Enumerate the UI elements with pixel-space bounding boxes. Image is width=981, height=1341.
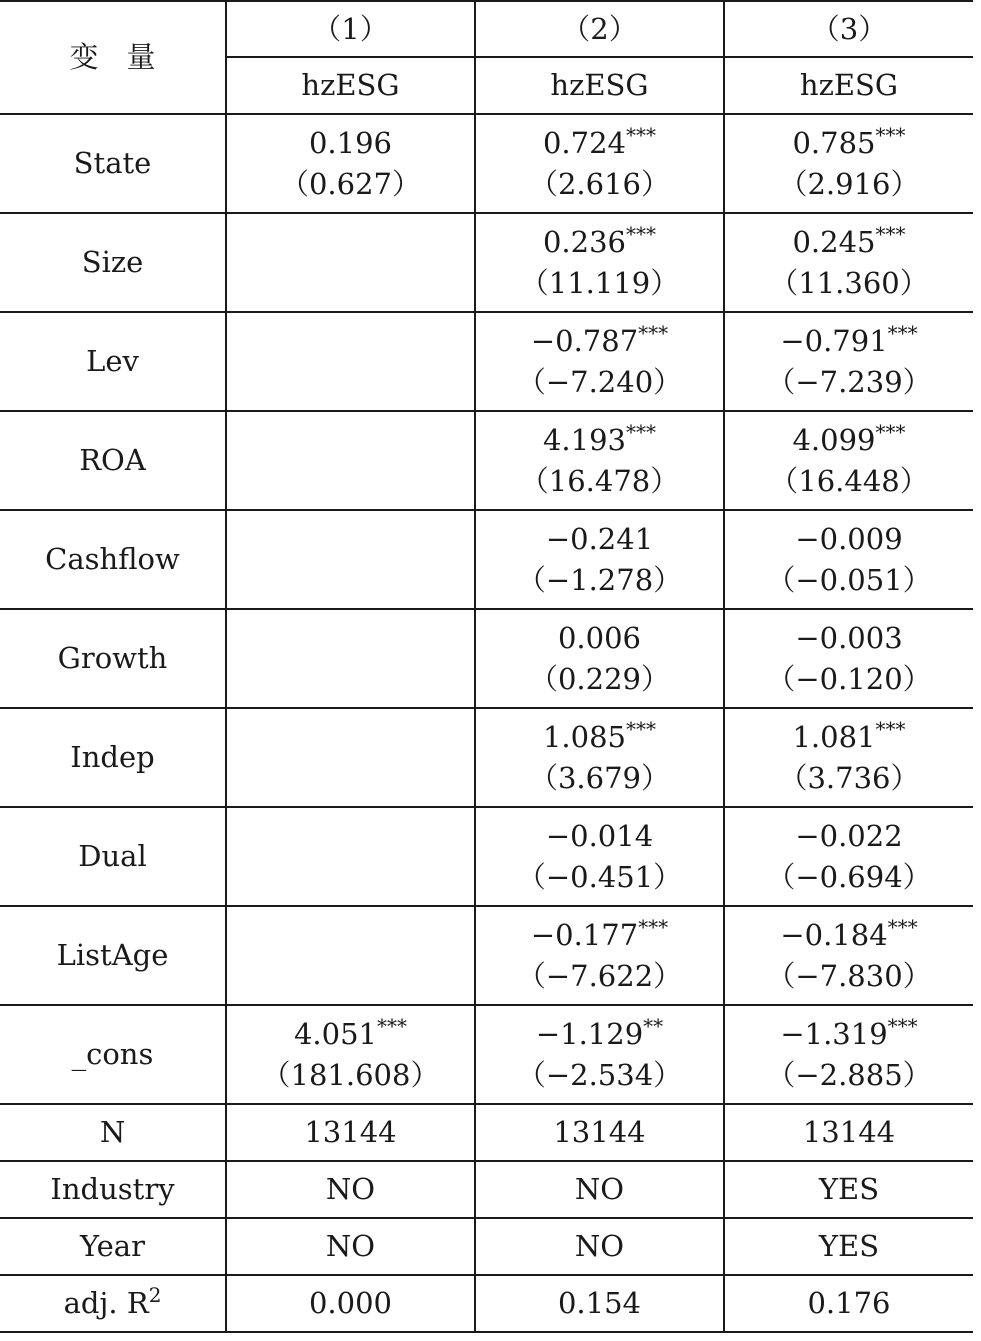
coefficient-cell [475,114,724,213]
table-body [0,114,973,1332]
coefficient-value: 4.099 [792,422,876,457]
coefficient-value: 0.196 [308,125,393,160]
variable-name: State [0,114,226,213]
t-statistic: （−1.278） [516,562,683,597]
coefficient-line [227,123,474,164]
variable-header [0,1,226,114]
significance-stars: *** [875,221,906,246]
coefficient-value: 4.051 [293,1016,378,1051]
model-number-2: （2） [475,1,724,57]
coefficient-row [0,609,973,708]
statistic-row [0,1161,973,1218]
coefficient-cell [724,411,973,510]
model-number-1: （1） [226,1,475,57]
significance-stars: *** [887,1013,918,1038]
coefficient-value: −0.787 [530,323,639,358]
variable-name: ROA [0,411,226,510]
t-statistic: （−0.051） [766,562,932,597]
coefficient-row [0,114,973,213]
adj-r2-value: 0.000 [226,1275,475,1332]
statistic-value: YES [724,1161,973,1218]
adj-r2-value: 0.176 [724,1275,973,1332]
coefficient-cell [724,906,973,1005]
model-number-3: （3） [724,1,973,57]
significance-stars: *** [875,716,906,741]
coefficient-line [476,420,723,461]
coefficient-value: −0.791 [780,323,888,358]
coefficient-line [725,816,973,857]
coefficient-cell [724,807,973,906]
coefficient-row [0,807,973,906]
coefficient-cell [475,510,724,609]
coefficient-cell [475,1005,724,1104]
significance-stars: *** [626,716,657,741]
coefficient-cell [226,906,475,1005]
coefficient-cell [226,411,475,510]
statistic-name: Year [0,1218,226,1275]
variable-name: Size [0,213,226,312]
statistic-value: NO [226,1218,475,1275]
variable-name: Cashflow [0,510,226,609]
variable-name: Dual [0,807,226,906]
t-statistic: （0.627） [279,166,422,201]
coefficient-cell [226,807,475,906]
coefficient-line [725,420,973,461]
statistic-value: 13144 [226,1104,475,1161]
t-statistic: （−0.120） [766,661,932,696]
header-row-model-numbers [0,1,973,57]
coefficient-line [476,519,723,560]
coefficient-row [0,510,973,609]
coefficient-line [725,123,973,164]
adj-r2-value: 0.154 [475,1275,724,1332]
t-statistic: （−7.239） [766,364,932,399]
t-statistic: （−2.885） [766,1057,932,1092]
coefficient-value: 0.785 [792,125,876,160]
coefficient-line [476,618,723,659]
adj-r2-text: adj. R [63,1286,149,1320]
t-statistic: （2.616） [528,166,671,201]
coefficient-value: −1.129 [535,1016,644,1051]
t-statistic: （16.448） [769,463,929,498]
coefficient-cell [475,411,724,510]
t-statistic: （−7.240） [516,364,683,399]
statistic-name: N [0,1104,226,1161]
coefficient-value: −0.003 [795,620,903,655]
coefficient-line [227,1014,474,1055]
t-statistic: （−2.534） [516,1057,683,1092]
coefficient-row [0,213,973,312]
coefficient-row [0,411,973,510]
significance-stars: *** [626,419,657,444]
coefficient-cell [475,312,724,411]
coefficient-cell [226,213,475,312]
coefficient-value: −0.009 [795,521,903,556]
statistic-value: NO [226,1161,475,1218]
coefficient-cell [475,609,724,708]
coefficient-value: 0.245 [792,224,876,259]
coefficient-value: 1.081 [792,719,876,754]
adj-r2-label [0,1275,226,1332]
coefficient-line [476,123,723,164]
coefficient-cell [226,1005,475,1104]
coefficient-value: −0.014 [545,818,654,853]
dependent-variable-1: hzESG [226,57,475,114]
statistic-row [0,1104,973,1161]
significance-stars: *** [638,914,669,939]
coefficient-row [0,708,973,807]
coefficient-line [725,321,973,362]
significance-stars: *** [887,914,918,939]
t-statistic: （2.916） [778,166,920,201]
significance-stars: ** [643,1013,664,1038]
coefficient-cell [475,213,724,312]
coefficient-cell [475,807,724,906]
statistic-value: 13144 [475,1104,724,1161]
statistic-value: YES [724,1218,973,1275]
variable-name: ListAge [0,906,226,1005]
coefficient-cell [724,114,973,213]
t-statistic: （16.478） [519,463,680,498]
coefficient-line [476,816,723,857]
coefficient-value: −0.241 [545,521,654,556]
coefficient-line [476,1014,723,1055]
coefficient-value: −0.022 [795,818,903,853]
coefficient-cell [724,1005,973,1104]
t-statistic: （−7.622） [516,958,683,993]
t-statistic: （11.360） [769,265,929,300]
variable-name: Indep [0,708,226,807]
r2-exponent: 2 [148,1283,162,1307]
t-statistic: （3.736） [778,760,920,795]
dependent-variable-3: hzESG [724,57,973,114]
t-statistic: （−7.830） [766,958,932,993]
coefficient-row [0,1005,973,1104]
t-statistic: （11.119） [519,265,680,300]
t-statistic: （−0.451） [516,859,683,894]
coefficient-cell [724,213,973,312]
t-statistic: （181.608） [261,1057,440,1092]
variable-name: Lev [0,312,226,411]
coefficient-cell [226,609,475,708]
significance-stars: *** [887,320,918,345]
statistic-value: NO [475,1161,724,1218]
significance-stars: *** [638,320,669,345]
coefficient-cell [724,708,973,807]
statistic-value: 13144 [724,1104,973,1161]
coefficient-value: −1.319 [780,1016,888,1051]
coefficient-line [725,222,973,263]
coefficient-line [725,915,973,956]
coefficient-line [725,1014,973,1055]
coefficient-row [0,312,973,411]
coefficient-line [725,618,973,659]
coefficient-value: 4.193 [542,422,627,457]
statistic-value: NO [475,1218,724,1275]
coefficient-value: 1.085 [542,719,627,754]
variable-name: Growth [0,609,226,708]
significance-stars: *** [875,122,906,147]
variable-name: _cons [0,1005,226,1104]
coefficient-cell [226,510,475,609]
coefficient-cell [226,312,475,411]
variable-header-label: 变量 [69,40,184,74]
coefficient-cell [724,312,973,411]
coefficient-value: −0.184 [780,917,888,952]
coefficient-value: 0.724 [542,125,627,160]
coefficient-line [725,717,973,758]
coefficient-cell [226,114,475,213]
coefficient-cell [475,906,724,1005]
coefficient-value: −0.177 [530,917,639,952]
t-statistic: （3.679） [528,760,671,795]
coefficient-value: 0.236 [542,224,627,259]
coefficient-line [476,717,723,758]
coefficient-cell [724,510,973,609]
statistic-name: Industry [0,1161,226,1218]
coefficient-row [0,906,973,1005]
coefficient-cell [475,708,724,807]
coefficient-line [476,222,723,263]
significance-stars: *** [626,122,657,147]
significance-stars: *** [377,1013,408,1038]
coefficient-value: 0.006 [557,620,642,655]
adj-r2-row [0,1275,973,1332]
coefficient-cell [724,609,973,708]
statistic-row [0,1218,973,1275]
t-statistic: （−0.694） [766,859,932,894]
coefficient-line [476,915,723,956]
dependent-variable-2: hzESG [475,57,724,114]
coefficient-cell [226,708,475,807]
coefficient-line [725,519,973,560]
t-statistic: （0.229） [528,661,671,696]
significance-stars: *** [875,419,906,444]
significance-stars: *** [626,221,657,246]
coefficient-line [476,321,723,362]
